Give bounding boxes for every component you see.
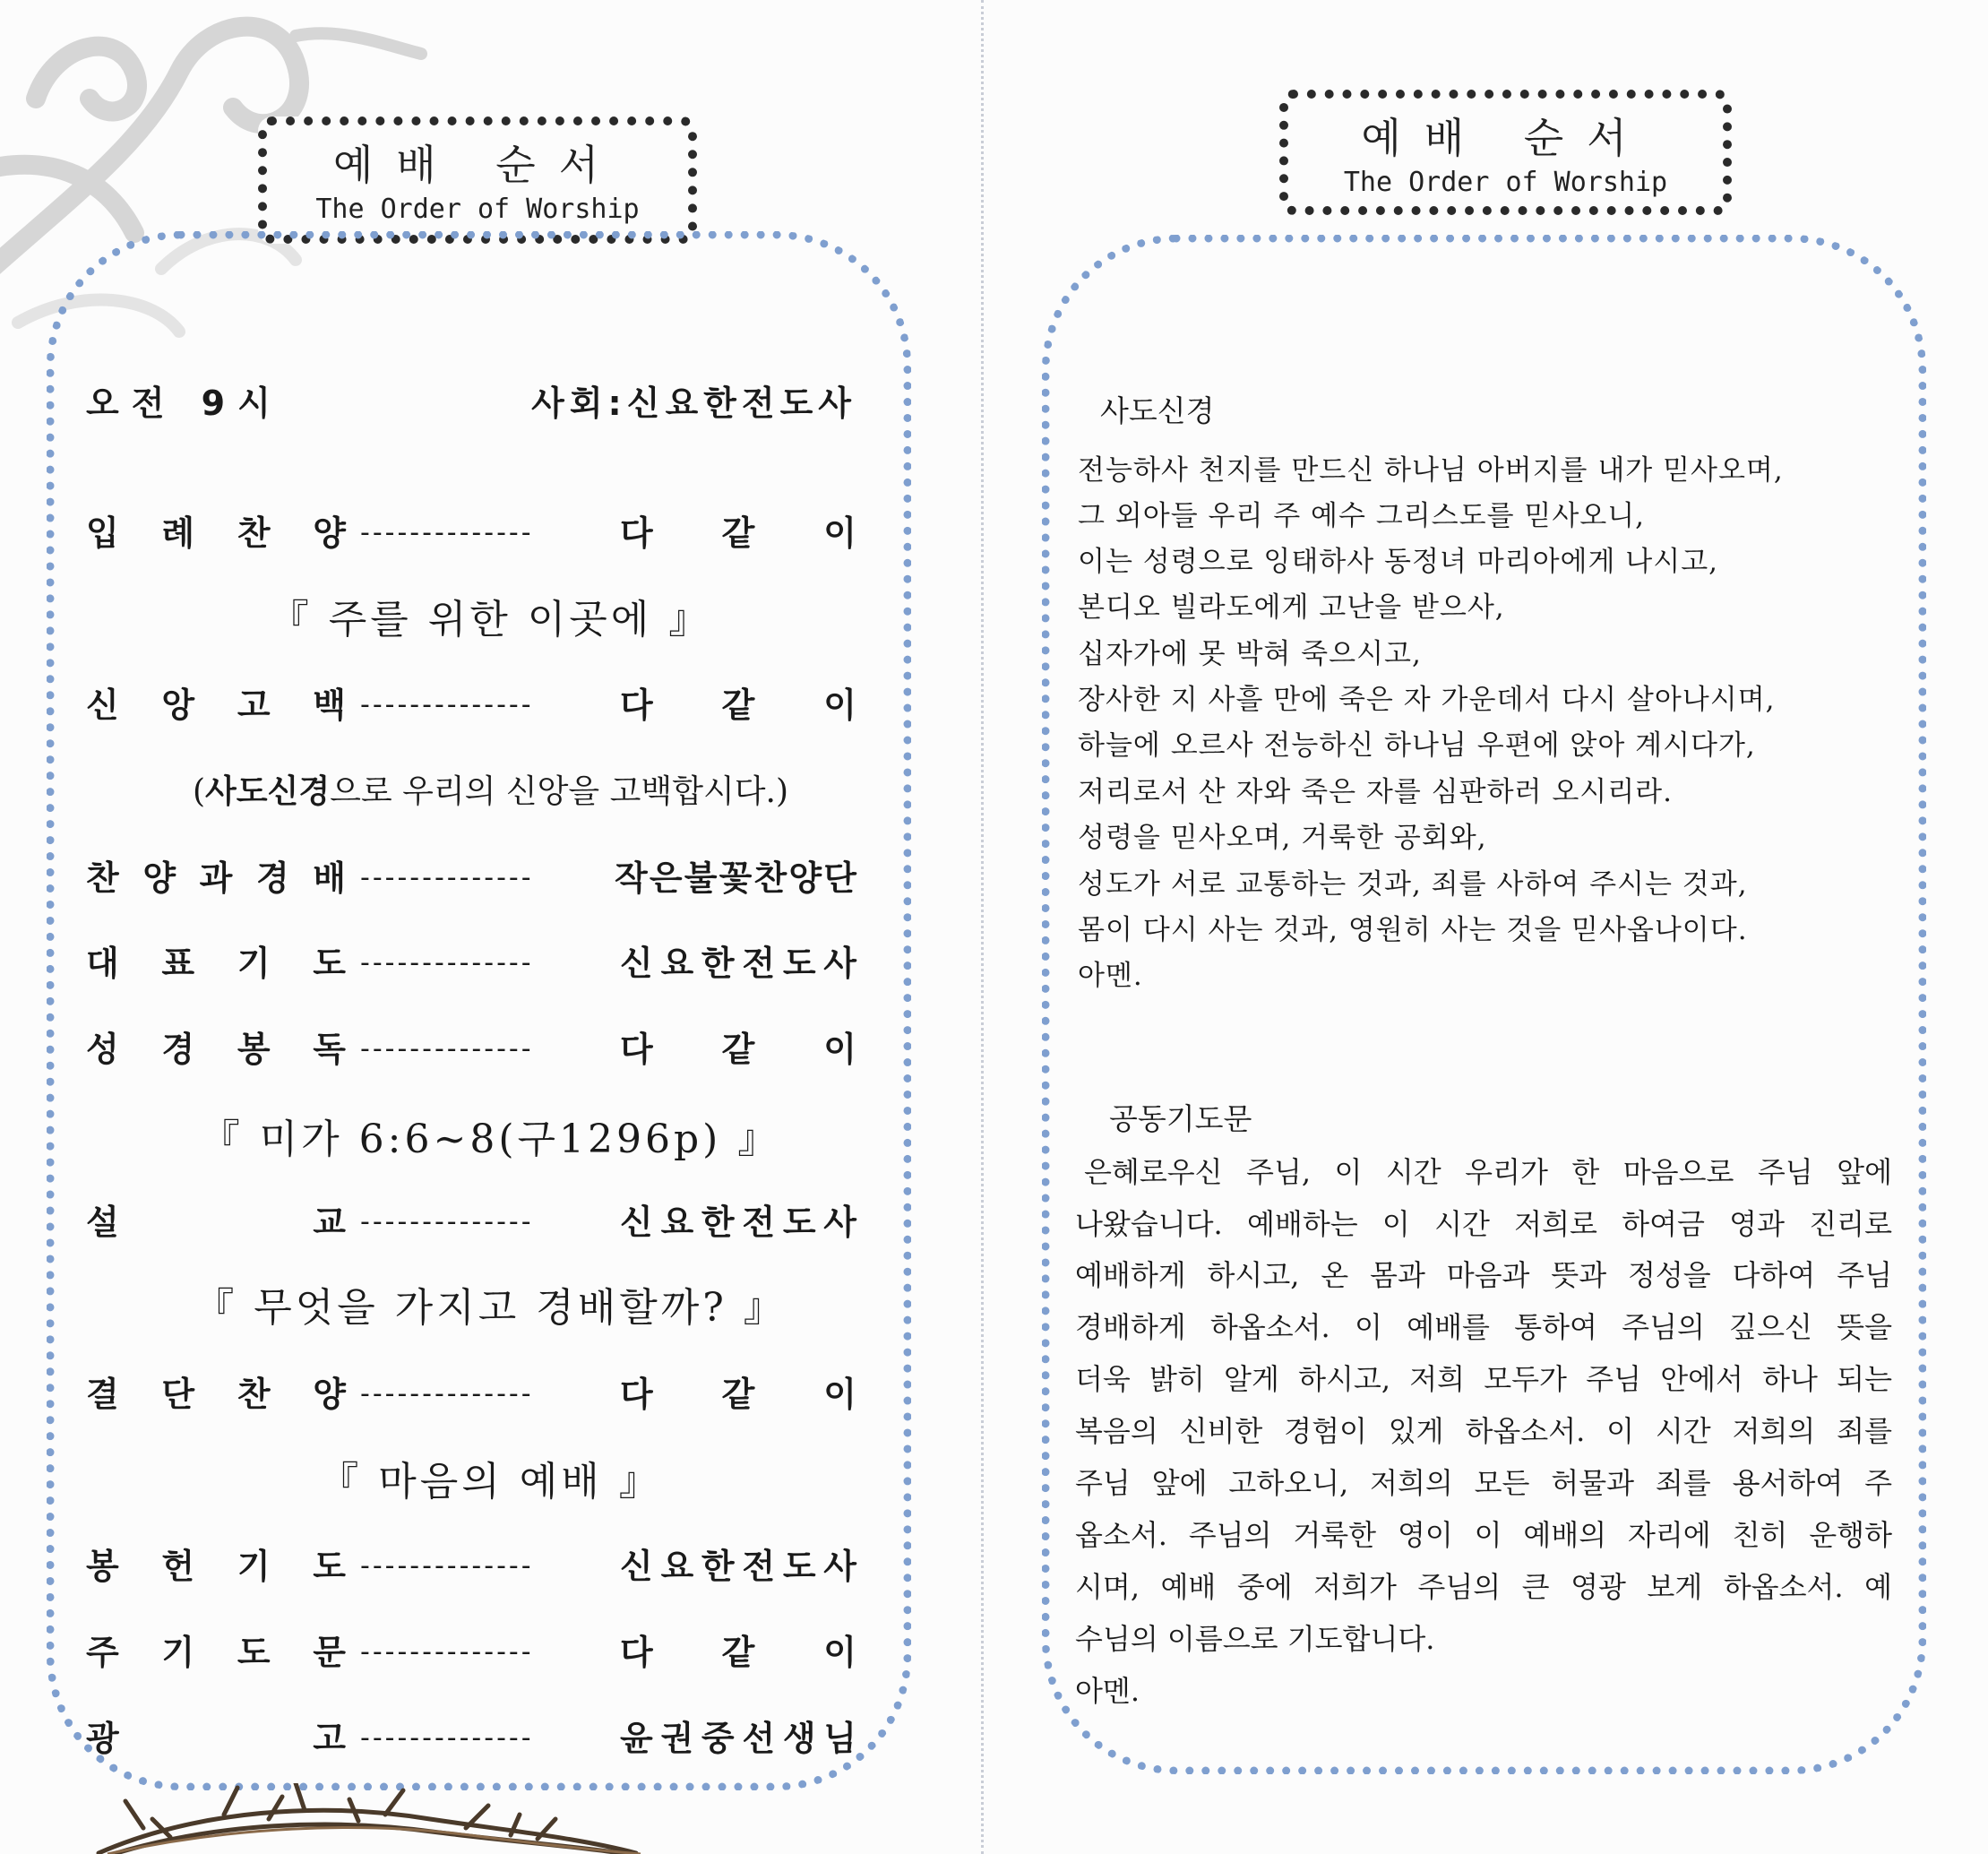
order-row — [86, 1195, 856, 1249]
order-item: 봉 헌 기 도 — [86, 1547, 346, 1586]
creed-line: 저리로서 산 자와 죽은 자를 심판하러 오시리라. — [1078, 776, 1673, 808]
dotted-leader: -------------- — [360, 1550, 534, 1582]
prayer-line: 아멘. — [1075, 1674, 1140, 1708]
prayer-heading: 공동기도문 — [1109, 1101, 1252, 1136]
creed-line: 그 외아들 우리 주 예수 그리스도를 믿사오니, — [1078, 500, 1646, 532]
prayer-line: 시며, 예배 중에 저희가 주님의 큰 영광 보게 하옵소서. 예 — [1075, 1570, 1892, 1604]
order-item: 성 경 봉 독 — [86, 1030, 346, 1069]
creed-line: 전능하사 천지를 만드신 하나님 아버지를 내가 믿사오며, — [1078, 454, 1784, 487]
dotted-leader: -------------- — [360, 1033, 534, 1065]
creed-line: 성도가 서로 교통하는 것과, 죄를 사하여 주시는 것과, — [1078, 868, 1748, 901]
order-person: 다 같 이 — [620, 1633, 856, 1672]
creed-line: 본디오 빌라도에게 고난을 받으사, — [1078, 591, 1505, 624]
left-title-tag — [258, 116, 697, 244]
dotted-leader: -------------- — [360, 689, 534, 720]
order-row — [86, 1022, 856, 1076]
dotted-leader: -------------- — [360, 517, 534, 548]
host-name: 사회:신요한전도사 — [531, 384, 856, 423]
prayer-line: 은혜로우신 주님, 이 시간 우리가 한 마음으로 주님 앞에 — [1084, 1155, 1892, 1189]
scripture-reference: 『 미가 6:6~8(구1296p) 』 — [200, 1117, 781, 1162]
crown-of-thorns-icon — [90, 1783, 645, 1854]
dotted-leader: -------------- — [360, 947, 534, 979]
order-item: 광 고 — [86, 1719, 346, 1758]
service-time: 오전 9시 — [86, 384, 283, 423]
creed-heading: 사도신경 — [1100, 393, 1215, 428]
opening-song-title: 『 주를 위한 이곳에 』 — [269, 597, 712, 642]
left-title-english: The Order of Worship — [315, 194, 640, 225]
page-fold-line — [981, 0, 984, 1854]
order-row — [86, 678, 856, 732]
prayer-line: 수님의 이름으로 기도합니다. — [1075, 1622, 1435, 1656]
prayer-line: 더욱 밝히 알게 하시고, 저희 모두가 주님 안에서 하나 되는 — [1075, 1362, 1892, 1396]
creed-line: 몸이 다시 사는 것과, 영원히 사는 것을 믿사옵나이다. — [1078, 914, 1748, 946]
prayer-line: 경배하게 하옵소서. 이 예배를 통하여 주님의 깊으신 뜻을 — [1075, 1310, 1892, 1344]
creed-line: 성령을 믿사오며, 거룩한 공회와, — [1078, 822, 1487, 854]
order-row — [86, 1367, 856, 1421]
prayer-line: 복음의 신비한 경험이 있게 하옵소서. 이 시간 저희의 죄를 — [1075, 1414, 1892, 1448]
order-row — [86, 1712, 856, 1765]
right-title-korean: 예배 순서 — [1361, 114, 1650, 162]
order-row — [86, 936, 856, 990]
order-person: 윤 권 중 선 생 님 — [620, 1719, 856, 1758]
order-row — [86, 1625, 856, 1679]
order-item: 찬 양 과 경 배 — [86, 858, 346, 898]
creed-line: 하늘에 오르사 전능하신 하나님 우편에 앉아 계시다가, — [1078, 729, 1756, 762]
right-title-tag — [1279, 90, 1732, 215]
creed-line: 이는 성령으로 잉태하사 동정녀 마리아에게 나시고, — [1078, 546, 1718, 578]
service-header — [86, 376, 856, 430]
creed-line: 아멘. — [1078, 960, 1143, 992]
order-row — [86, 506, 856, 560]
dotted-leader: -------------- — [360, 1206, 534, 1237]
order-person: 신 요 한 전 도 사 — [620, 944, 856, 983]
order-person: 신 요 한 전 도 사 — [620, 1203, 856, 1242]
creed-line: 장사한 지 사흘 만에 죽은 자 가운데서 다시 살아나시며, — [1078, 684, 1776, 716]
order-person: 다 같 이 — [620, 1375, 856, 1414]
order-item: 결 단 찬 양 — [86, 1375, 346, 1414]
order-item: 대 표 기 도 — [86, 944, 346, 983]
order-item: 설 교 — [86, 1203, 346, 1242]
order-row — [86, 851, 856, 905]
order-item: 주 기 도 문 — [86, 1633, 346, 1672]
order-item: 신 앙 고 백 — [86, 686, 346, 725]
dotted-leader: -------------- — [360, 862, 534, 893]
creed-line: 십자가에 못 박혀 죽으시고, — [1078, 638, 1422, 670]
dotted-leader: -------------- — [360, 1378, 534, 1410]
right-title-english: The Order of Worship — [1343, 167, 1668, 198]
order-person: 신 요 한 전 도 사 — [620, 1547, 856, 1586]
prayer-line: 옵소서. 주님의 거룩한 영이 이 예배의 자리에 친히 운행하 — [1075, 1518, 1892, 1552]
prayer-line: 나왔습니다. 예배하는 이 시간 저희로 하여금 영과 진리로 — [1075, 1207, 1892, 1241]
left-title-korean: 예배 순서 — [332, 141, 623, 189]
order-row — [86, 1539, 856, 1593]
order-person: 작 은 불 꽃 찬 양 단 — [615, 858, 856, 898]
order-person: 다 같 이 — [620, 1030, 856, 1069]
closing-song-title: 『 마음의 예배 』 — [319, 1459, 662, 1505]
order-person: 다 같 이 — [620, 513, 856, 553]
dotted-leader: -------------- — [360, 1636, 534, 1668]
prayer-line: 주님 앞에 고하오니, 저희의 모든 허물과 죄를 용서하여 주 — [1075, 1466, 1892, 1500]
sermon-title: 『 무엇을 가지고 경배할까? 』 — [194, 1285, 787, 1331]
order-person: 다 같 이 — [620, 686, 856, 725]
dotted-leader: -------------- — [360, 1722, 534, 1754]
order-item: 입 례 찬 양 — [86, 513, 346, 553]
prayer-line: 예배하게 하시고, 온 몸과 마음과 뜻과 정성을 다하여 주님 — [1075, 1258, 1892, 1292]
creed-note: (사도신경으로 우리의 신앙을 고백합시다.) — [192, 773, 789, 810]
